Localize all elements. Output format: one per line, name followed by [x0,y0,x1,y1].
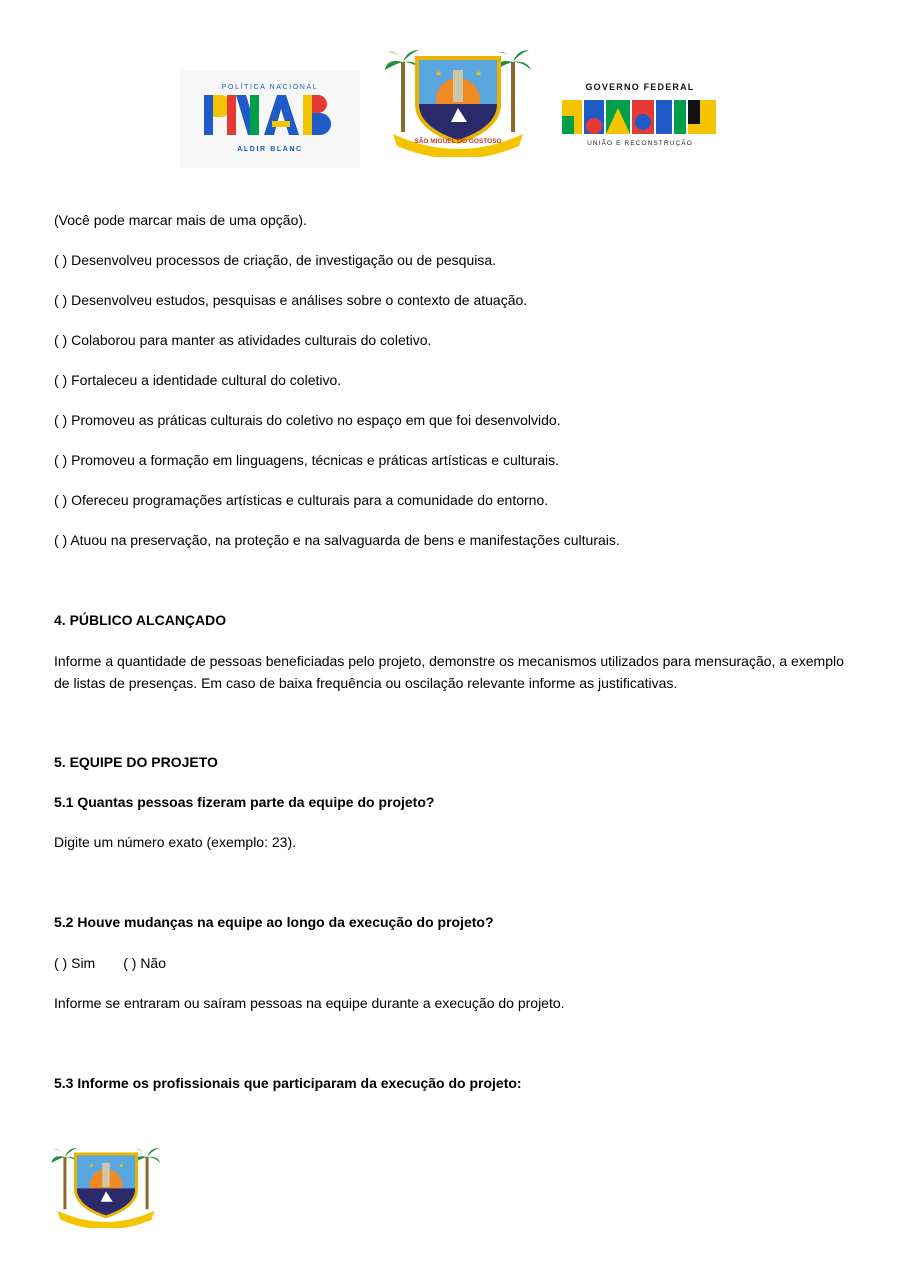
question-5-1-title: 5.1 Quantas pessoas fizeram parte da equipe do projeto? [54,794,435,810]
checklist-option[interactable]: ( ) Colaborou para manter as atividades culturais do coletivo. [54,332,432,348]
pnab-top-text: POLÍTICA NACIONAL [221,84,319,91]
question-5-3-title: 5.3 Informe os profissionais que participaram da execução do projeto: [54,1075,522,1091]
question-5-2-options [54,953,848,973]
checklist-option[interactable]: ( ) Ofereceu programações artísticas e culturais para a comunidade do entorno. [54,492,549,508]
governo-federal-subtitle: UNIÃO E RECONSTRUÇÃO [587,140,693,147]
question-5-2-title: 5.2 Houve mudanças na equipe ao longo da execução do projeto? [54,914,494,930]
seal-banner-text: SÃO MIGUEL DO GOSTOSO [414,138,502,145]
svg-text:★: ★ [118,1163,125,1170]
governo-federal-logo [560,82,720,160]
checklist-option[interactable]: ( ) Promoveu a formação em linguagens, técnicas e práticas artísticas e culturais. [54,452,559,468]
governo-federal-title: GOVERNO FEDERAL [585,82,695,92]
checklist-option[interactable]: ( ) Promoveu as práticas culturais do coletivo no espaço em que foi desenvolvido. [54,412,561,428]
option-nao[interactable]: ( ) Não [123,955,167,971]
section-4-body: Informe a quantidade de pessoas beneficiadas pelo projeto, demonstre os mecanismos utilizados para mensuração, a exemplo de listas de presenças. Em caso de baixa frequência ou oscilação relevante informe as justificativas. [54,653,844,691]
svg-text:★: ★ [88,1163,95,1170]
brasil-wordmark-icon [560,94,720,140]
footer-seal-logo [50,1142,162,1228]
checklist-option[interactable]: ( ) Desenvolveu estudos, pesquisas e análises sobre o contexto de atuação. [54,292,528,308]
option-sim[interactable]: ( ) Sim [54,955,96,971]
municipal-seal-logo [383,42,533,157]
pnab-wordmark-icon [180,91,360,141]
svg-text:★: ★ [435,69,443,78]
pnab-logo [180,70,360,168]
question-5-2-hint: Informe se entraram ou saíram pessoas na equipe durante a execução do projeto. [54,995,565,1011]
checklist-option[interactable]: ( ) Fortaleceu a identidade cultural do coletivo. [54,372,342,388]
checklist-option[interactable]: ( ) Atuou na preservação, na proteção e na salvaguarda de bens e manifestações culturais. [54,532,620,548]
svg-text:★: ★ [475,69,483,78]
question-5-1-hint: Digite um número exato (exemplo: 23). [54,834,296,850]
section-5-heading: 5. EQUIPE DO PROJETO [54,754,218,770]
checklist-option[interactable]: ( ) Desenvolveu processos de criação, de investigação ou de pesquisa. [54,252,497,268]
multiple-choice-note: (Você pode marcar mais de uma opção). [54,212,307,228]
pnab-bottom-text: ALDIR BLANC [237,146,303,153]
footer-seal-icon [50,1142,162,1228]
section-4-heading: 4. PÚBLICO ALCANÇADO [54,612,227,628]
